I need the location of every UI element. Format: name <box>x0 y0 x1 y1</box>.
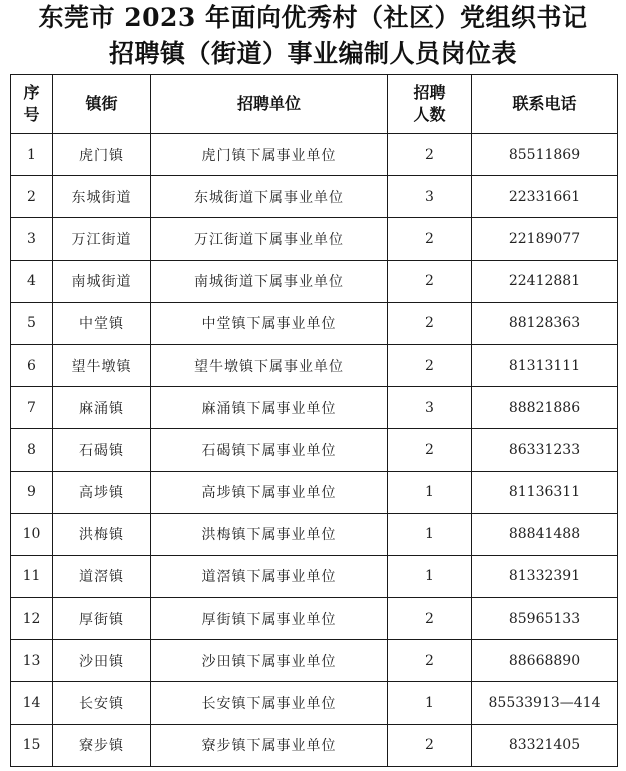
cell-recruit-count: 3 <box>388 176 472 218</box>
cell-recruit-count: 2 <box>388 134 472 176</box>
cell-serial-number: 13 <box>11 640 53 682</box>
cell-recruiting-unit: 高埗镇下属事业单位 <box>151 471 388 513</box>
cell-contact-phone: 85965133 <box>472 598 618 640</box>
table-row <box>11 387 618 429</box>
cell-contact-phone: 81136311 <box>472 471 618 513</box>
cell-contact-phone: 22189077 <box>472 218 618 260</box>
header-serial-number-line-1: 序 <box>23 83 40 102</box>
header-recruit-count-line-2: 人数 <box>413 105 446 124</box>
cell-contact-phone: 88821886 <box>472 387 618 429</box>
cell-recruit-count: 1 <box>388 471 472 513</box>
cell-serial-number: 5 <box>11 302 53 344</box>
cell-recruiting-unit: 万江街道下属事业单位 <box>151 218 388 260</box>
cell-recruit-count: 1 <box>388 513 472 555</box>
cell-serial-number: 8 <box>11 429 53 471</box>
cell-contact-phone: 88668890 <box>472 640 618 682</box>
header-serial-number <box>11 75 53 134</box>
table-header-row <box>11 75 618 134</box>
cell-town: 道滘镇 <box>53 555 151 597</box>
cell-recruit-count: 2 <box>388 260 472 302</box>
cell-contact-phone: 83321405 <box>472 724 618 766</box>
cell-recruit-count: 1 <box>388 682 472 724</box>
cell-contact-phone: 81313111 <box>472 344 618 386</box>
table-row <box>11 598 618 640</box>
cell-contact-phone: 85511869 <box>472 134 618 176</box>
cell-recruiting-unit: 道滘镇下属事业单位 <box>151 555 388 597</box>
cell-town: 寮步镇 <box>53 724 151 766</box>
cell-recruiting-unit: 虎门镇下属事业单位 <box>151 134 388 176</box>
table-row <box>11 682 618 724</box>
cell-serial-number: 3 <box>11 218 53 260</box>
header-recruit-count-line-1: 招聘 <box>413 83 446 102</box>
header-recruiting-unit: 招聘单位 <box>151 75 388 134</box>
cell-serial-number: 9 <box>11 471 53 513</box>
cell-town: 虎门镇 <box>53 134 151 176</box>
cell-recruiting-unit: 石碣镇下属事业单位 <box>151 429 388 471</box>
cell-town: 长安镇 <box>53 682 151 724</box>
cell-town: 东城街道 <box>53 176 151 218</box>
table-row <box>11 640 618 682</box>
cell-town: 南城街道 <box>53 260 151 302</box>
cell-recruit-count: 2 <box>388 344 472 386</box>
cell-recruiting-unit: 望牛墩镇下属事业单位 <box>151 344 388 386</box>
cell-contact-phone: 86331233 <box>472 429 618 471</box>
cell-serial-number: 15 <box>11 724 53 766</box>
document-title-line-2: 招聘镇（街道）事业编制人员岗位表 <box>108 39 517 68</box>
cell-contact-phone: 22331661 <box>472 176 618 218</box>
cell-recruit-count: 2 <box>388 429 472 471</box>
cell-serial-number: 11 <box>11 555 53 597</box>
table-row <box>11 218 618 260</box>
document-title-line-1: 东莞市 2023 年面向优秀村（社区）党组织书记 <box>38 3 588 32</box>
header-recruit-count <box>388 75 472 134</box>
table-row <box>11 555 618 597</box>
cell-recruit-count: 2 <box>388 724 472 766</box>
cell-serial-number: 12 <box>11 598 53 640</box>
table-row <box>11 302 618 344</box>
cell-recruiting-unit: 厚街镇下属事业单位 <box>151 598 388 640</box>
cell-recruit-count: 2 <box>388 640 472 682</box>
table-row <box>11 513 618 555</box>
header-contact-phone: 联系电话 <box>472 75 618 134</box>
cell-serial-number: 2 <box>11 176 53 218</box>
cell-town: 望牛墩镇 <box>53 344 151 386</box>
cell-serial-number: 6 <box>11 344 53 386</box>
cell-serial-number: 4 <box>11 260 53 302</box>
table-row <box>11 724 618 766</box>
cell-recruiting-unit: 沙田镇下属事业单位 <box>151 640 388 682</box>
cell-recruiting-unit: 洪梅镇下属事业单位 <box>151 513 388 555</box>
cell-town: 厚街镇 <box>53 598 151 640</box>
cell-recruiting-unit: 麻涌镇下属事业单位 <box>151 387 388 429</box>
header-town: 镇街 <box>53 75 151 134</box>
header-serial-number-line-2: 号 <box>23 105 40 124</box>
cell-town: 石碣镇 <box>53 429 151 471</box>
cell-town: 高埗镇 <box>53 471 151 513</box>
cell-town: 沙田镇 <box>53 640 151 682</box>
cell-recruiting-unit: 东城街道下属事业单位 <box>151 176 388 218</box>
cell-recruit-count: 2 <box>388 598 472 640</box>
cell-town: 麻涌镇 <box>53 387 151 429</box>
table-row <box>11 176 618 218</box>
table-row <box>11 429 618 471</box>
cell-serial-number: 14 <box>11 682 53 724</box>
table-row <box>11 260 618 302</box>
cell-town: 洪梅镇 <box>53 513 151 555</box>
cell-recruit-count: 3 <box>388 387 472 429</box>
cell-recruiting-unit: 长安镇下属事业单位 <box>151 682 388 724</box>
cell-recruit-count: 1 <box>388 555 472 597</box>
cell-contact-phone: 88128363 <box>472 302 618 344</box>
positions-table <box>10 74 618 767</box>
cell-recruiting-unit: 南城街道下属事业单位 <box>151 260 388 302</box>
table-row <box>11 134 618 176</box>
cell-town: 中堂镇 <box>53 302 151 344</box>
cell-serial-number: 7 <box>11 387 53 429</box>
cell-contact-phone: 22412881 <box>472 260 618 302</box>
cell-serial-number: 10 <box>11 513 53 555</box>
table-row <box>11 344 618 386</box>
cell-town: 万江街道 <box>53 218 151 260</box>
cell-contact-phone: 85533913—414 <box>472 682 618 724</box>
cell-serial-number: 1 <box>11 134 53 176</box>
cell-contact-phone: 81332391 <box>472 555 618 597</box>
table-row <box>11 471 618 513</box>
cell-recruiting-unit: 中堂镇下属事业单位 <box>151 302 388 344</box>
cell-contact-phone: 88841488 <box>472 513 618 555</box>
cell-recruiting-unit: 寮步镇下属事业单位 <box>151 724 388 766</box>
cell-recruit-count: 2 <box>388 218 472 260</box>
cell-recruit-count: 2 <box>388 302 472 344</box>
